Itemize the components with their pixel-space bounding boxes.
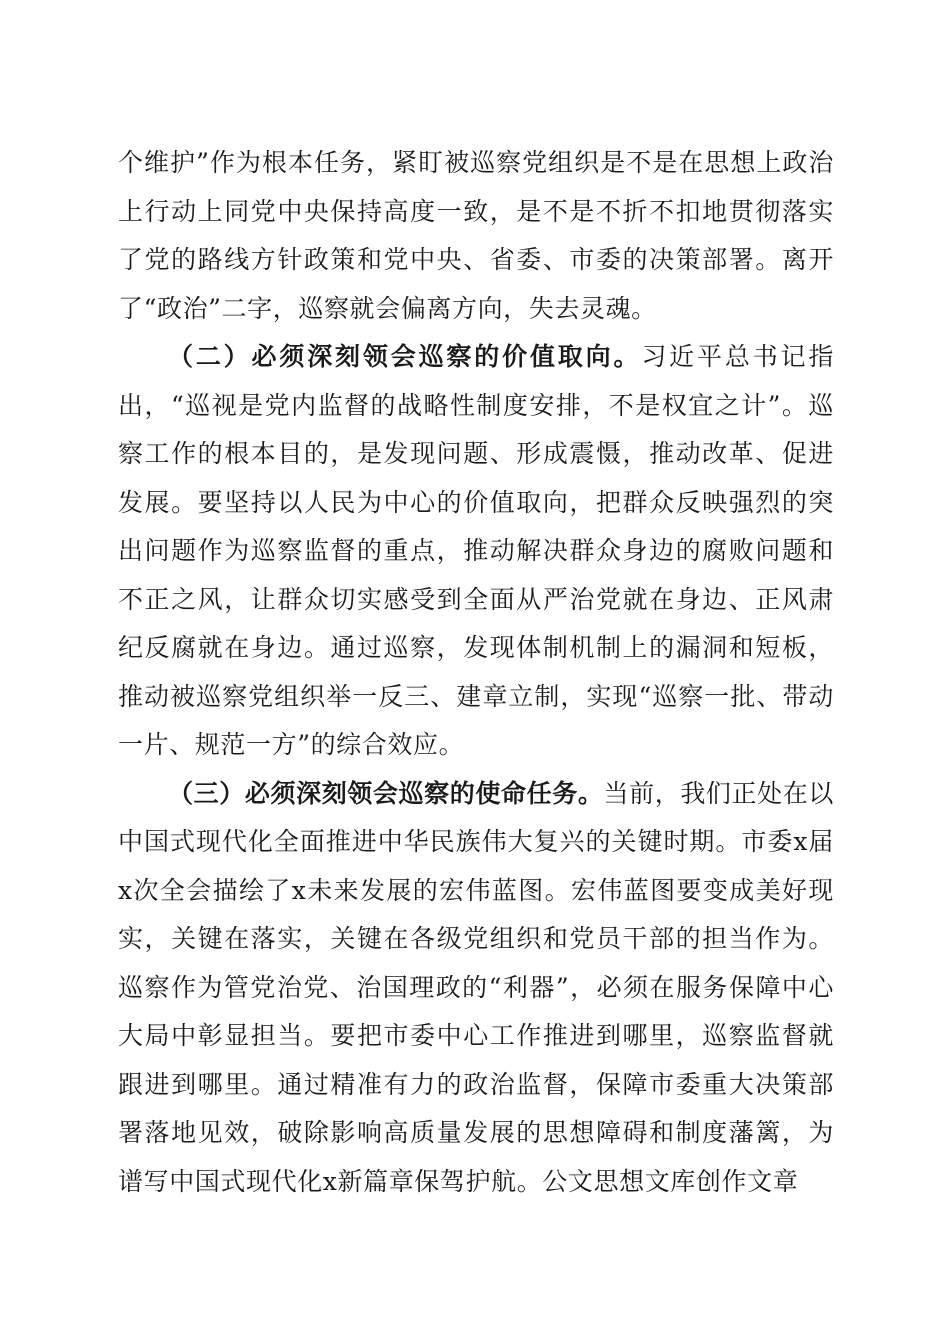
paragraph-text: 个维护”作为根本任务，紧盯被巡察党组织是不是在思想上政治上行动上同党中央保持高度一致，是不是不折不扣地贯彻落实了党的路线方针政策和党中央、省委、市委的决策部署。离开了“政治”二字，巡察就会偏离方向，失去灵魂。 xyxy=(118,148,834,323)
document-body xyxy=(118,139,834,1206)
paragraph-value-orientation xyxy=(118,333,834,770)
paragraph-mission-task xyxy=(118,770,834,1207)
paragraph-text: 习近平总书记指出，“巡视是党内监督的战略性制度安排，不是权宜之计”。巡察工作的根本目的，是发现问题、形成震慑，推动改革、促进发展。要坚持以人民为中心的价值取向，把群众反映强烈的突出问题作为巡察监督的重点，推动解决群众身边的腐败问题和不正之风，让群众切实感受到全面从严治党就在身边、正风肃纪反腐就在身边。通过巡察，发现体制机制上的漏洞和短板，推动被巡察党组织举一反三、建章立制，实现“巡察一批、带动一片、规范一方”的综合效应。 xyxy=(118,342,835,759)
paragraph-continuation xyxy=(118,139,834,333)
section-heading: （二）必须深刻领会巡察的价值取向。 xyxy=(168,342,642,371)
paragraph-text: 当前，我们正处在以中国式现代化全面推进中华民族伟大复兴的关键时期。市委x届x次全会描绘了x未来发展的宏伟蓝图。宏伟蓝图要变成美好现实，关键在落实，关键在各级党组织和党员干部的担当作为。巡察作为管党治党、治国理政的“利器”，必须在服务保障中心大局中彰显担当。要把市委中心工作推进到哪里，巡察监督就跟进到哪里。通过精准有力的政治监督，保障市委重大决策部署落地见效，破除影响高质量发展的思想障碍和制度藩篱，为谱写中国式现代化x新篇章保驾护航。公文思想文库创作文章 xyxy=(118,778,834,1196)
section-heading: （三）必须深刻领会巡察的使命任务。 xyxy=(168,778,604,808)
